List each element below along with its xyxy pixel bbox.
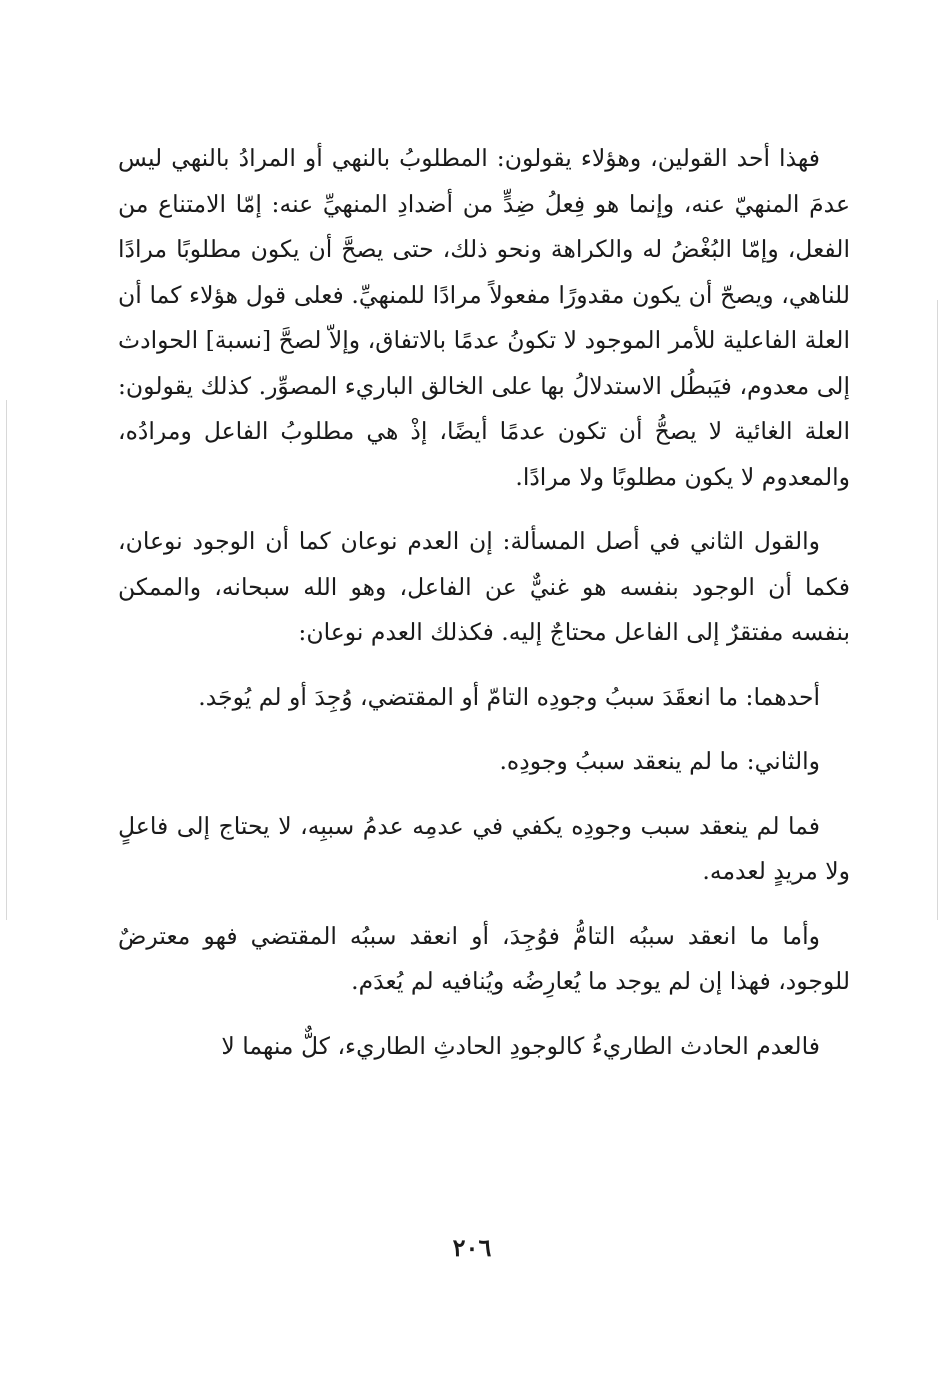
paragraph: والقول الثاني في أصل المسألة: إن العدم نوعان كما أن الوجود نوعان، فكما أن الوجود بنفسه هو غنيٌّ عن الفاعل، وهو الله سبحانه، والممكن بنفسه مفتقرٌ إلى الفاعل محتاجٌ إليه. فكذلك العدم نوعان: — [118, 527, 850, 646]
paragraph: فهذا أحد القولين، وهؤلاء يقولون: المطلوبُ بالنهي أو المرادُ بالنهي ليس عدمَ المنهيّ عنه، وإنما هو فِعلُ ضِدٍّ من أضدادِ المنهيِّ عنه: إمّا الامتناع من الفعل، وإمّا البُغْضُ له والكراهة ونحو ذلك، حتى يصحَّ أن يكون مطلوبًا مرادًا للناهي، ويصحّ أن يكون مقدورًا مفعولاً مرادًا للمنهيِّ. فعلى قول هؤلاء كما أن العلة الفاعلية للأمر الموجود لا تكونُ عدمًا بالاتفاق، وإلاّ لصحَّ [نسبة] الحوادث إلى معدوم، فيَبطُل الاستدلالُ بها على الخالق الباريء المصوِّر. كذلك يقولون: العلة الغائية لا يصحُّ أن تكون عدمًا أيضًا، إذْ هي مطلوبُ الفاعل ومرادُه، والمعدوم لا يكون مطلوبًا ولا مرادًا. — [118, 144, 850, 491]
paragraph: وأما ما انعقد سببُه التامُّ فوُجِدَ، أو انعقد سببُه المقتضي فهو معترضٌ للوجود، فهذا إن لم يوجد ما يُعارِضُه ويُنافيه لم يُعدَم. — [118, 921, 850, 995]
paragraph: والثاني: ما لم ينعقد سببُ وجودِه. — [499, 747, 820, 775]
paragraph: فما لم ينعقد سبب وجودِه يكفي في عدمِه عدمُ سببِه، لا يحتاج إلى فاعلٍ ولا مريدٍ لعدمه. — [118, 811, 850, 885]
paragraph: فالعدم الحادث الطاريءُ كالوجودِ الحادثِ الطاريء، كلٌّ منهما لا — [221, 1031, 820, 1060]
body-text — [118, 136, 850, 1088]
paragraph: أحدهما: ما انعقَدَ سببُ وجودِه التامّ أو المقتضي، وُجِدَ أو لم يُوجَد. — [198, 682, 820, 711]
right-page-edge — [937, 300, 938, 920]
left-page-edge — [6, 400, 7, 920]
page-number: ٢٠٦ — [452, 1233, 492, 1262]
